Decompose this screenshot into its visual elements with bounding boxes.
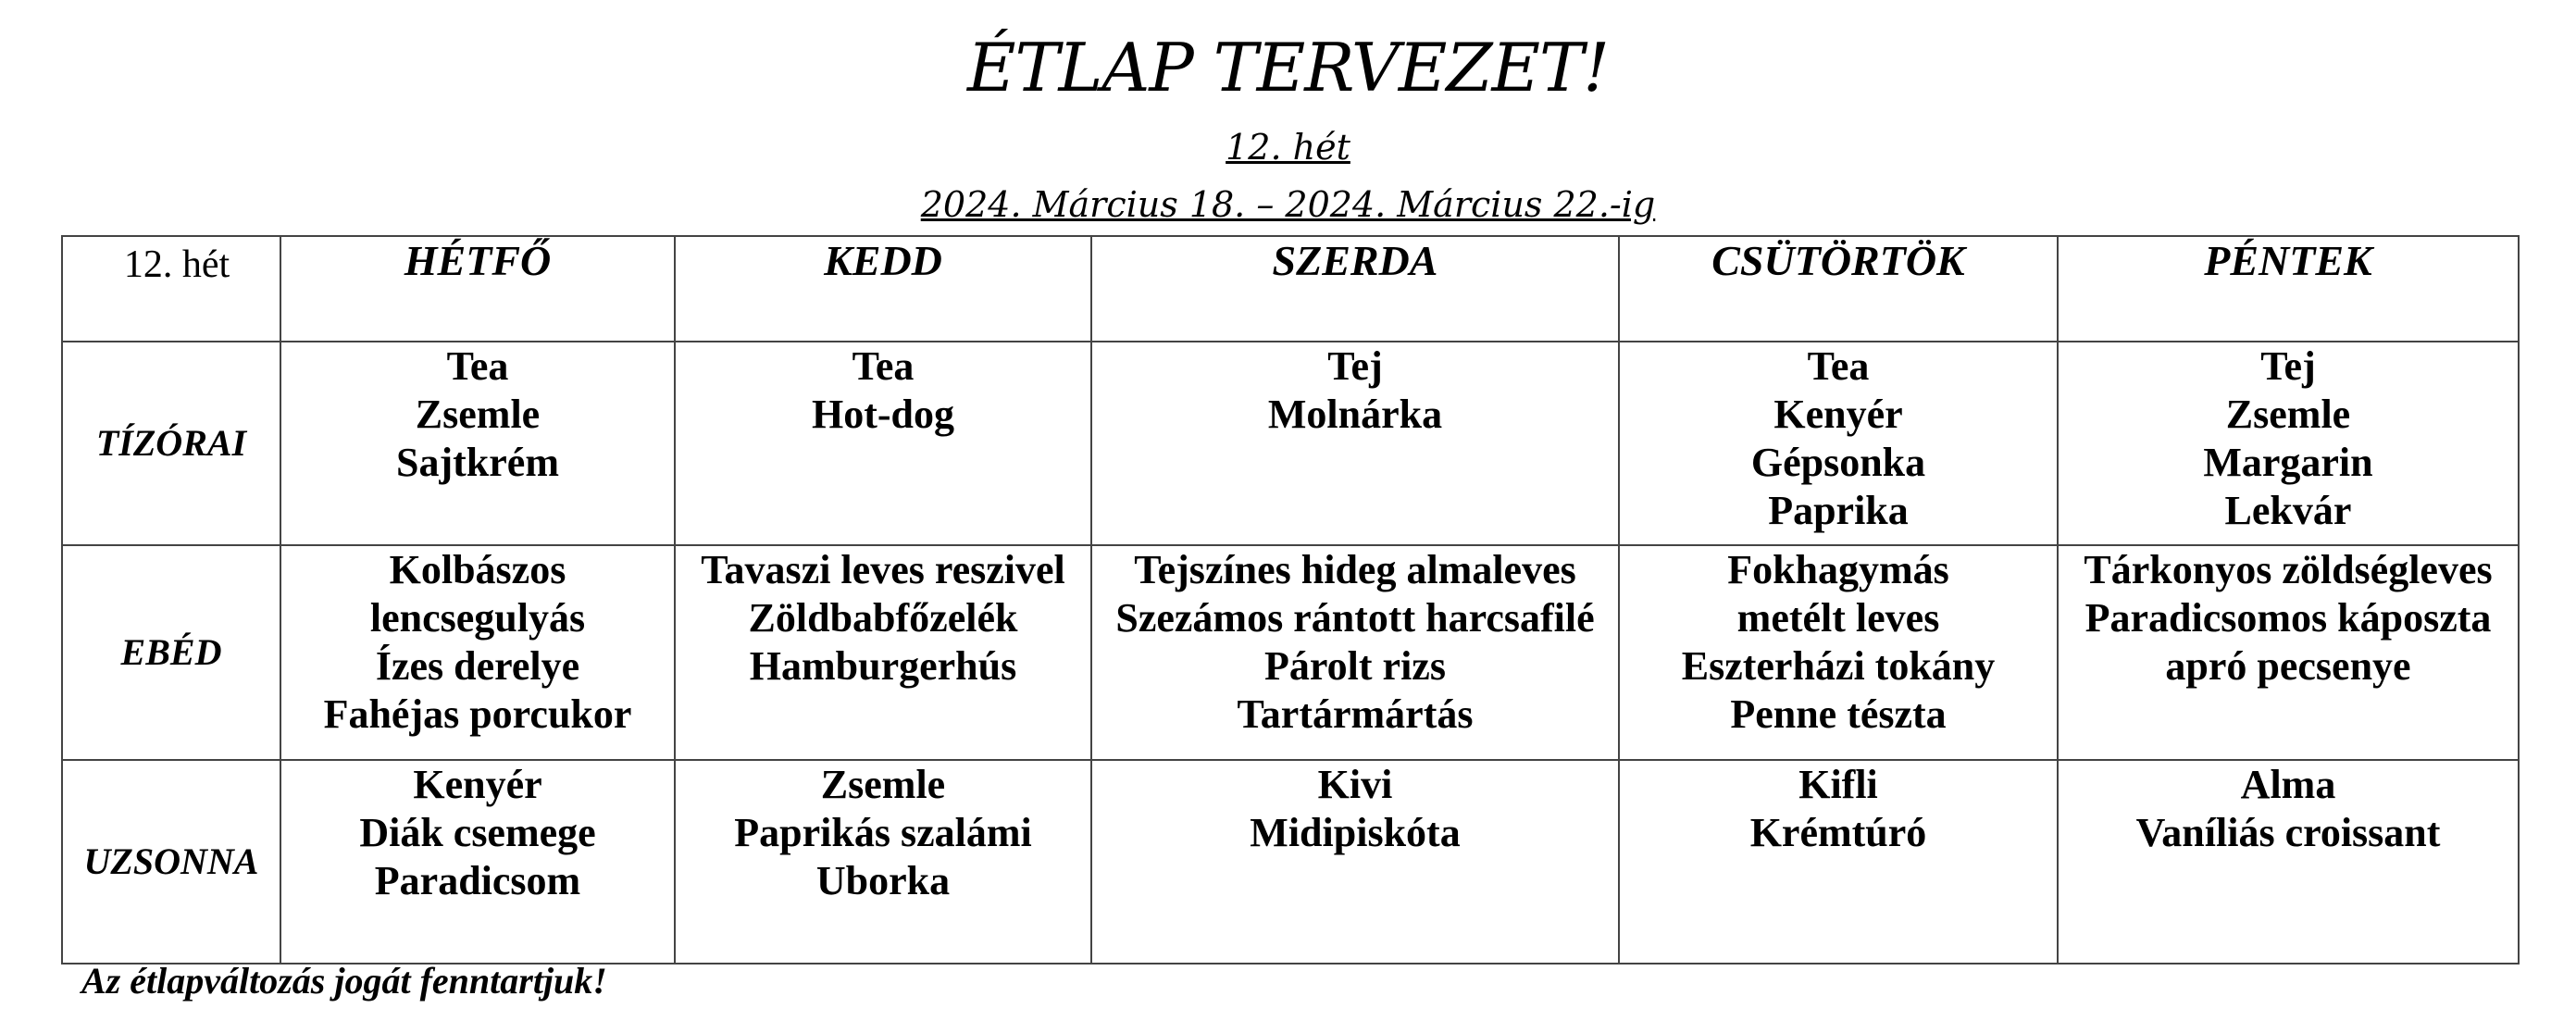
menu-table — [61, 235, 2520, 965]
menu-cell — [280, 545, 675, 760]
menu-item: Zsemle — [415, 392, 541, 437]
menu-item: Tea — [446, 343, 509, 389]
menu-item: apró pecsenye — [2165, 643, 2411, 689]
menu-item: Párolt rizs — [1264, 643, 1446, 689]
day-header-thursday: CSÜTÖRTÖK — [1619, 236, 2058, 342]
menu-cell — [1091, 760, 1619, 964]
menu-cell — [2058, 545, 2519, 760]
menu-item: lencsegulyás — [369, 595, 586, 641]
menu-item: Sajtkrém — [396, 440, 559, 485]
menu-item: Margarin — [2203, 440, 2373, 485]
menu-item: Kifli — [1798, 762, 1878, 807]
menu-item: Zöldbabfőzelék — [748, 595, 1018, 641]
menu-item: Vaníliás croissant — [2135, 810, 2441, 855]
menu-item: Zsemle — [820, 762, 946, 807]
menu-item: Kolbászos — [389, 547, 566, 592]
menu-cell — [2058, 342, 2519, 545]
menu-item: Kenyér — [1773, 392, 1903, 437]
menu-item: Lekvár — [2224, 488, 2352, 533]
menu-item: Midipiskóta — [1250, 810, 1461, 855]
menu-cell — [675, 545, 1091, 760]
menu-item: Gépsonka — [1750, 440, 1926, 485]
menu-cell — [1091, 342, 1619, 545]
menu-cell — [675, 342, 1091, 545]
table-row — [62, 760, 2519, 964]
menu-item: Penne tészta — [1730, 691, 1947, 737]
menu-cell — [1619, 342, 2058, 545]
row-label-uzsonna: UZSONNA — [62, 760, 280, 964]
day-header-friday: PÉNTEK — [2058, 236, 2519, 342]
menu-item: Tavaszi leves reszivel — [701, 547, 1065, 592]
menu-item: Krémtúró — [1749, 810, 1927, 855]
day-header-wednesday: SZERDA — [1091, 236, 1619, 342]
table-row — [62, 545, 2519, 760]
menu-item: Tartármártás — [1237, 691, 1474, 737]
menu-item: Tárkonyos zöldségleves — [2084, 547, 2493, 592]
menu-item: Diák csemege — [359, 810, 596, 855]
menu-item: Uborka — [815, 858, 951, 903]
menu-item: Paprikás szalámi — [734, 810, 1032, 855]
footer-note: Az étlapváltozás jogát fenntartjuk! — [81, 960, 607, 1002]
menu-cell — [280, 760, 675, 964]
table-row — [62, 342, 2519, 545]
menu-item: Paradicsom — [374, 858, 581, 903]
menu-item: Hamburgerhús — [749, 643, 1017, 689]
menu-cell — [1091, 545, 1619, 760]
menu-cell — [2058, 760, 2519, 964]
menu-item: Fokhagymás — [1727, 547, 1949, 592]
row-label-tizorai: TÍZÓRAI — [62, 342, 280, 545]
menu-item: Paradicsomos káposzta — [2084, 595, 2492, 641]
day-header-tuesday: KEDD — [675, 236, 1091, 342]
day-header-monday: HÉTFŐ — [280, 236, 675, 342]
menu-item: metélt leves — [1736, 595, 1940, 641]
menu-item: Zsemle — [2225, 392, 2351, 437]
menu-item: Tej — [1327, 343, 1383, 389]
menu-item: Tej — [2260, 343, 2316, 389]
menu-item: Kivi — [1317, 762, 1393, 807]
menu-item: Szezámos rántott harcsafilé — [1115, 595, 1595, 641]
menu-item: Tea — [1807, 343, 1870, 389]
menu-cell — [1619, 760, 2058, 964]
menu-item: Alma — [2240, 762, 2336, 807]
menu-item: Kenyér — [413, 762, 542, 807]
week-subtitle: 12. hét — [1226, 127, 1350, 168]
menu-item: Paprika — [1768, 488, 1909, 533]
week-corner-cell: 12. hét — [62, 236, 280, 342]
menu-item: Fahéjas porcukor — [323, 691, 632, 737]
menu-cell — [1619, 545, 2058, 760]
menu-cell — [280, 342, 675, 545]
menu-item: Ízes derelye — [375, 643, 580, 689]
menu-item: Tejszínes hideg almaleves — [1134, 547, 1576, 592]
menu-cell — [675, 760, 1091, 964]
date-range: 2024. Március 18. – 2024. Március 22.-ig — [920, 184, 1656, 225]
menu-item: Molnárka — [1267, 392, 1443, 437]
menu-item: Eszterházi tokány — [1681, 643, 1996, 689]
table-header-row — [62, 236, 2519, 342]
menu-item: Tea — [852, 343, 915, 389]
menu-item: Hot-dog — [812, 392, 954, 437]
row-label-ebed: EBÉD — [62, 545, 280, 760]
page-title: ÉTLAP TERVEZET! — [966, 29, 1610, 106]
